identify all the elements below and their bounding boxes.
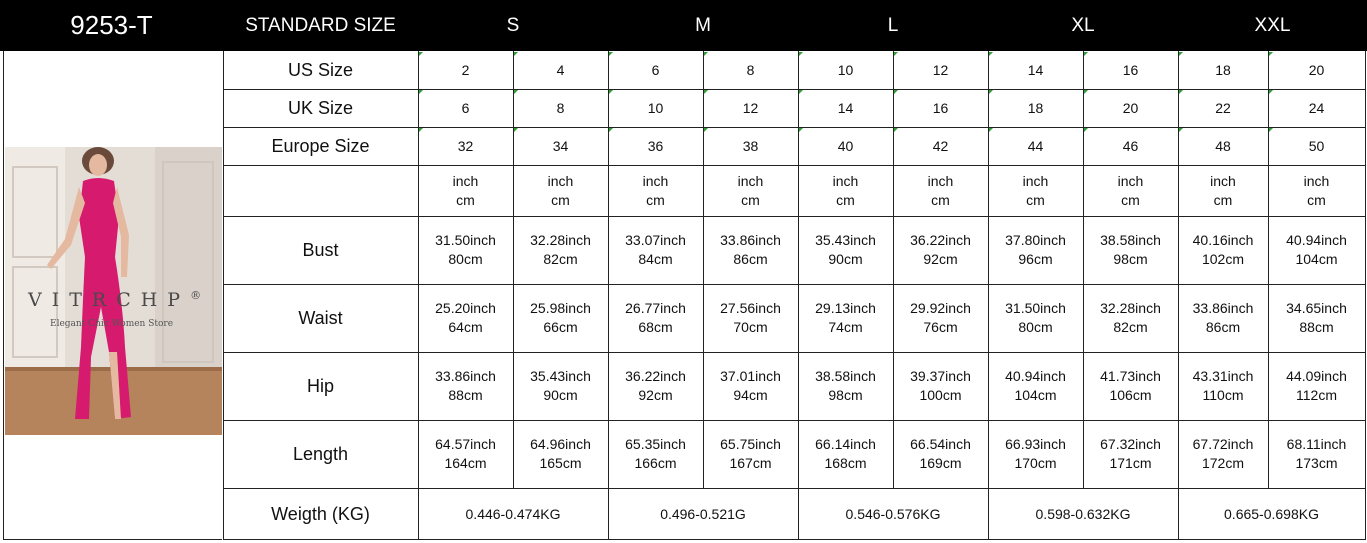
row-divider [223, 420, 1366, 421]
cell-marker [989, 128, 993, 132]
table-cell: 10 [647, 99, 664, 116]
table-cell: 37.01inch 94cm [720, 368, 781, 403]
brand-name: VITRCHP [28, 289, 191, 311]
table-cell: 66.54inch 169cm [910, 436, 971, 471]
table-cell: 32.28inch 82cm [1100, 300, 1161, 335]
weight-cell: 0.598-0.632KG [1035, 505, 1131, 522]
row-label: Hip [306, 375, 334, 396]
table-cell: 33.86inch 86cm [1192, 300, 1254, 335]
brand-tagline: Elegant Chic Women Store [50, 319, 174, 329]
table-cell: 20 [1308, 61, 1325, 78]
table-cell: 29.92inch 76cm [910, 300, 971, 335]
cell-marker [799, 90, 803, 94]
table-cell: 34.65inch 88cm [1286, 300, 1347, 335]
table-cell: 36 [647, 137, 664, 154]
table-cell: 64.57inch 164cm [435, 436, 496, 471]
cell-marker [799, 52, 803, 56]
table-cell: 18 [1027, 99, 1044, 116]
table-cell: 31.50inch 80cm [1005, 300, 1066, 335]
weight-cell: 0.496-0.521G [660, 505, 746, 522]
row-divider [223, 89, 1366, 90]
cell-marker [419, 90, 423, 94]
row-label: Bust [302, 239, 339, 260]
table-cell: 14 [1027, 61, 1044, 78]
weight-cell: 0.665-0.698KG [1224, 505, 1319, 522]
cell-marker [894, 52, 898, 56]
cell-marker [704, 90, 708, 94]
cell-marker [704, 52, 708, 56]
table-cell: 8 [746, 61, 755, 78]
table-cell: 35.43inch 90cm [530, 368, 591, 403]
table-cell: inch cm [1117, 172, 1144, 208]
table-cell: 37.80inch 96cm [1005, 232, 1066, 267]
cell-marker [989, 52, 993, 56]
table-cell: 16 [932, 99, 949, 116]
table-cell: 24 [1308, 99, 1325, 116]
table-cell: 33.07inch 84cm [625, 232, 686, 267]
cell-marker [1084, 52, 1088, 56]
column-divider [703, 51, 704, 488]
row-divider [223, 539, 1366, 540]
table-cell: 31.50inch 80cm [435, 232, 496, 267]
weight-cell: 0.546-0.576KG [845, 505, 941, 522]
cell-marker [799, 128, 803, 132]
column-divider [418, 51, 419, 540]
row-divider [223, 352, 1366, 353]
table-cell: inch cm [927, 172, 954, 208]
cell-marker [704, 128, 708, 132]
table-cell: 32 [457, 137, 474, 154]
cell-marker [609, 90, 613, 94]
table-cell: 39.37inch 100cm [910, 368, 971, 403]
row-label [223, 165, 418, 216]
table-cell: 36.22inch 92cm [625, 368, 686, 403]
row-divider [223, 165, 1366, 166]
table-cell: 65.75inch 167cm [720, 436, 781, 471]
table-cell: 29.13inch 74cm [815, 300, 876, 335]
table-cell: 4 [556, 61, 565, 78]
table-cell: 6 [461, 99, 470, 116]
table-cell: 26.77inch 68cm [625, 300, 686, 335]
row-label: UK Size [287, 97, 354, 118]
table-cell: 40 [837, 137, 854, 154]
cell-marker [1269, 90, 1273, 94]
table-cell: 12 [932, 61, 949, 78]
column-divider [1083, 51, 1084, 488]
cell-marker [514, 52, 518, 56]
cell-marker [1179, 52, 1183, 56]
row-divider [223, 488, 1366, 489]
column-divider [1365, 51, 1366, 540]
table-cell: 65.35inch 166cm [625, 436, 686, 471]
cell-marker [894, 90, 898, 94]
table-cell: 6 [651, 61, 660, 78]
table-cell: 38.58inch 98cm [815, 368, 876, 403]
table-cell: 8 [556, 99, 565, 116]
table-cell: 67.32inch 171cm [1100, 436, 1161, 471]
table-cell: inch cm [737, 172, 764, 208]
cell-marker [1179, 90, 1183, 94]
table-cell: inch cm [547, 172, 574, 208]
table-cell: 18 [1215, 61, 1231, 78]
size-header-l: L [887, 15, 899, 36]
cell-marker [989, 90, 993, 94]
cell-marker [1269, 52, 1273, 56]
table-cell: 35.43inch 90cm [815, 232, 876, 267]
cell-marker [419, 52, 423, 56]
table-cell: 25.20inch 64cm [435, 300, 496, 335]
table-cell: 50 [1308, 137, 1325, 154]
cell-marker [1269, 128, 1273, 132]
standard-size-label: STANDARD SIZE [245, 15, 396, 36]
column-divider [798, 51, 799, 540]
table-cell: 41.73inch 106cm [1100, 368, 1161, 403]
row-label: US Size [287, 59, 354, 80]
cell-marker [514, 90, 518, 94]
cell-marker [1084, 90, 1088, 94]
cell-marker [1179, 128, 1183, 132]
column-divider [1268, 51, 1269, 488]
row-label: Europe Size [271, 135, 370, 156]
size-header-xl: XL [1071, 15, 1095, 36]
cell-marker [894, 128, 898, 132]
table-cell: 12 [742, 99, 759, 116]
cell-marker [1084, 128, 1088, 132]
table-cell: 40.16inch 102cm [1192, 232, 1254, 267]
row-label: Length [292, 443, 349, 464]
column-divider [988, 51, 989, 540]
column-divider [513, 51, 514, 488]
size-header-s: S [506, 15, 520, 36]
table-cell: 36.22inch 92cm [910, 232, 971, 267]
column-divider [223, 51, 224, 540]
table-cell: 42 [932, 137, 949, 154]
table-cell: 38.58inch 98cm [1100, 232, 1161, 267]
table-cell: 44.09inch 112cm [1286, 368, 1347, 403]
table-cell: 16 [1122, 61, 1139, 78]
table-cell: 66.93inch 170cm [1005, 436, 1066, 471]
table-cell: inch cm [1022, 172, 1049, 208]
table-cell: inch cm [642, 172, 669, 208]
weight-label: Weigth (KG) [271, 503, 370, 524]
table-cell: 27.56inch 70cm [720, 300, 781, 335]
table-cell: 46 [1122, 137, 1139, 154]
table-cell: 66.14inch 168cm [815, 436, 876, 471]
table-cell: 33.86inch 86cm [720, 232, 781, 267]
table-cell: 44 [1027, 137, 1044, 154]
column-divider [1178, 51, 1179, 540]
table-cell: 34 [552, 137, 569, 154]
table-cell: 67.72inch 172cm [1192, 436, 1254, 471]
table-cell: 33.86inch 88cm [435, 368, 496, 403]
row-divider [223, 216, 1366, 217]
table-cell: 48 [1215, 137, 1231, 154]
size-header-xxl: XXL [1254, 15, 1291, 36]
table-cell: inch cm [1210, 172, 1236, 208]
cell-marker [609, 128, 613, 132]
row-divider [223, 284, 1366, 285]
column-divider [893, 51, 894, 488]
table-cell: 40.94inch 104cm [1286, 232, 1347, 267]
table-cell: 64.96inch 165cm [530, 436, 591, 471]
column-divider [608, 51, 609, 540]
table-cell: inch cm [832, 172, 859, 208]
table-cell: 68.11inch 173cm [1286, 436, 1347, 471]
cell-marker [609, 52, 613, 56]
cell-marker [514, 128, 518, 132]
table-cell: 22 [1215, 99, 1231, 116]
model-number: 9253-T [70, 10, 153, 40]
table-cell: inch cm [1303, 172, 1330, 208]
cell-marker [419, 128, 423, 132]
brand-mark: ® [190, 289, 202, 302]
table-cell: 38 [742, 137, 759, 154]
table-cell: 20 [1122, 99, 1139, 116]
row-label: Waist [298, 307, 343, 328]
table-cell: 2 [461, 61, 470, 78]
table-cell: 32.28inch 82cm [530, 232, 591, 267]
table-cell: 10 [837, 61, 854, 78]
table-cell: inch cm [452, 172, 479, 208]
table-cell: 25.98inch 66cm [530, 300, 591, 335]
row-divider [223, 127, 1366, 128]
size-header-m: M [695, 15, 711, 36]
weight-cell: 0.446-0.474KG [465, 505, 561, 522]
table-cell: 40.94inch 104cm [1005, 368, 1066, 403]
table-cell: 43.31inch 110cm [1192, 368, 1254, 403]
table-cell: 14 [837, 99, 854, 116]
